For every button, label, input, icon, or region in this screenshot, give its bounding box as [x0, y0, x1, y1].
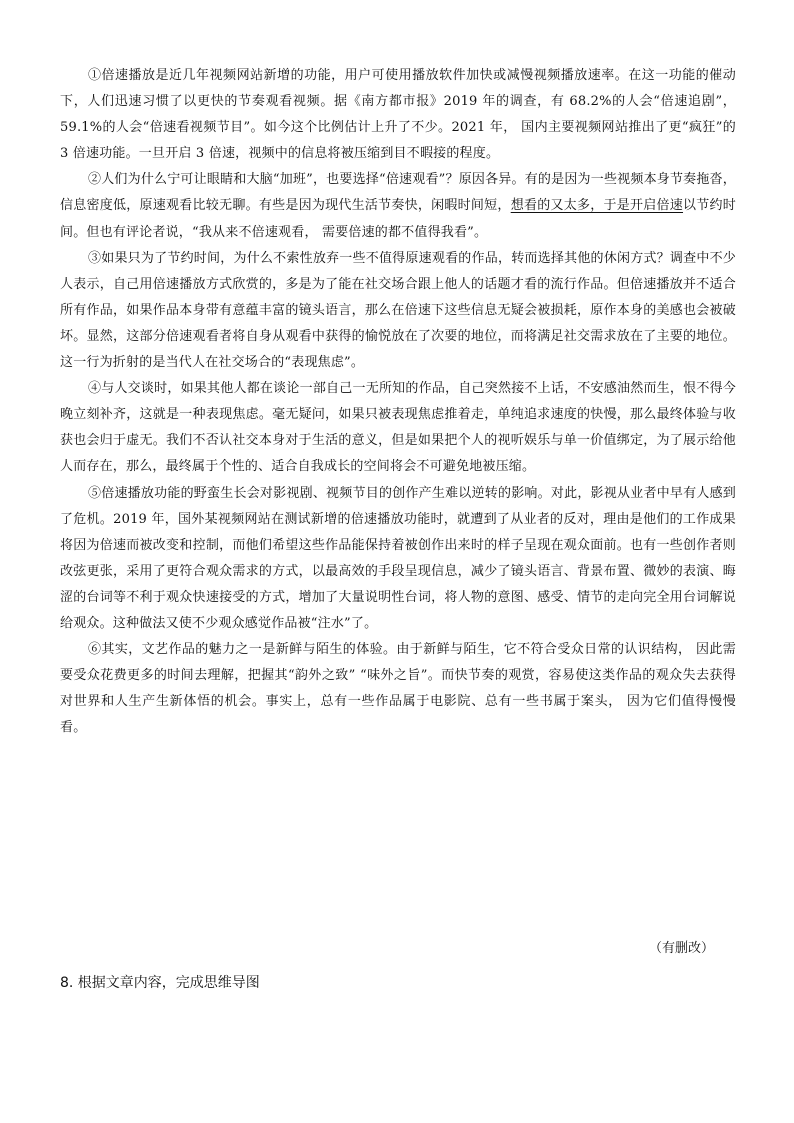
paragraph-1: ①倍速播放是近几年视频网站新增的功能，用户可使用播放软件加快或减慢视频播放速率。在这一功能的催动下，人们迅速习惯了以更快的节奏观看视频。据《南方都市报》2019 年的调查，有 68.2%的人会“倍速追剧”，59.1%的人会“倍速看视频节目”。如今这个比例估计上升了不少。2021 年， 国内主要视频网站推出了更“疯狂”的 3 倍速功能。一旦开启 3 倍速，视频中的信息将被压缩到目不暇接的程度。 — [60, 68, 736, 162]
paragraph-2-underlined-text: 想看的又太多，于是开启倍速 — [510, 198, 684, 214]
paragraph-2-text-after: 以节约时间。但也有评论者说，“我从来不倍速观看， 需要倍速的都不值得我看”。 — [60, 198, 736, 240]
paragraph-5: ⑤倍速播放功能的野蛮生长会对影视剧、视频节目的创作产生难以逆转的影响。对此，影视从业者中早有人感到了危机。2019 年，国外某视频网站在测试新增的倍速播放功能时，就遭到了从业者的反对，理由是他们的工作成果将因为倍速而被改变和控制，而他们希望这些作品能保持着被创作出来时的样子呈现在观众面前。也有一些创作者则改弦更张，采用了更符合观众需求的方式，以最高效的手段呈现信息，减少了镜头语言、背景布置、微妙的表演、晦涩的台词等不利于观众快速接受的方式，增加了大量说明性台词，将人物的意图、感受、情节的走向完全用台词解说给观众。这种做法又使不少观众感觉作品被“注水”了。 — [60, 485, 736, 631]
paragraph-3: ③如果只为了节约时间，为什么不索性放弃一些不值得原速观看的作品，转而选择其他的休闲方式？调查中不少人表示，自己用倍速播放方式欣赏的，多是为了能在社交场合跟上他人的话题才看的流行作品。但倍速播放并不适合所有作品，如果作品本身带有意蕴丰富的镜头语言，那么在倍速下这些信息无疑会被损耗，原作本身的美感也会被破坏。显然，这部分倍速观看者将自身从观看中获得的愉悦放在了次要的地位，而将满足社交需求放在了主要的地位。这一行为折射的是当代人在社交场合的“表现焦虑”。 — [60, 250, 736, 371]
paragraph-2-text-before: ②人们为什么宁可让眼睛和大脑“加班”，也要选择“倍速观看”？原因各异。有的是因为一些视频本身节奏拖沓，信息密度低，原速观看比较无聊。有些是因为现代生活节奏快，闲暇时间短， — [60, 172, 736, 214]
question-8: 8. 根据文章内容，完成思维导图 — [60, 975, 260, 991]
article-body — [60, 63, 736, 741]
paragraph-4: ④与人交谈时，如果其他人都在谈论一部自己一无所知的作品，自己突然接不上话，不安感油然而生，恨不得今晚立刻补齐，这就是一种表现焦虑。毫无疑问，如果只被表现焦虑推着走，单纯追求速度的快慢，那么最终体验与收获也会归于虚无。我们不否认社交本身对于生活的意义，但是如果把个人的视听娱乐与单一价值绑定，为了展示给他人而存在，那么，最终属于个性的、适合自我成长的空间将会不可避免地被压缩。 — [60, 381, 736, 475]
source-note: （有删改） — [648, 941, 714, 956]
paragraph-6: ⑥其实，文艺作品的魅力之一是新鲜与陌生的体验。由于新鲜与陌生，它不符合受众日常的认识结构， 因此需要受众花费更多的时间去理解，把握其“韵外之致” “味外之旨”。而快节奏的观赏，容易使这类作品的观众失去获得对世界和人生产生新体悟的机会。事实上，总有一些作品属于电影院、总有一些书属于案头， 因为它们值得慢慢看。 — [60, 642, 736, 736]
paragraph-2 — [60, 167, 736, 245]
